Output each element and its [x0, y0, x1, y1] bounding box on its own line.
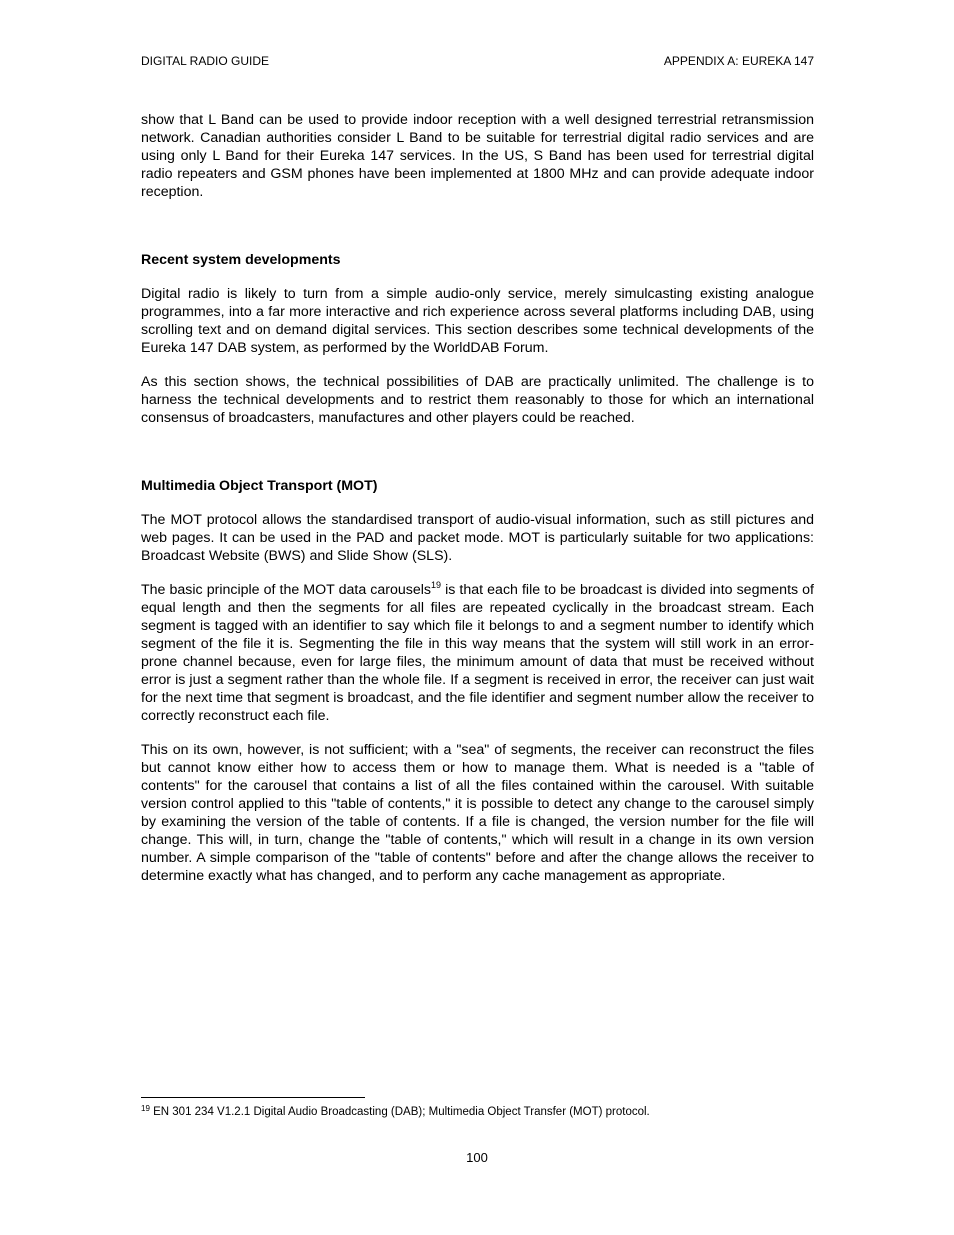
footnote-text: EN 301 234 V1.2.1 Digital Audio Broadcasting (DAB); Multimedia Object Transfer (MOT) protocol.: [149, 1106, 650, 1118]
page-number: 100: [466, 1150, 488, 1165]
header-left-title: DIGITAL RADIO GUIDE: [141, 54, 270, 68]
header-right-title: APPENDIX A: EUREKA 147: [663, 54, 814, 68]
mot-paragraph-2: [141, 581, 814, 725]
mot-paragraph-2-end: is that each file to be broadcast is divided into segments of equal length and then the segments for all files are repeated cyclically in the broadcast stream. Each segment is tagged with an identifier to say which file it belongs to and a segment number to identify which segment of the file it is. Segmenting the file in this way means that the system will still work in an error-prone channel because, even for large files, the minimum amount of data that must be received without error is just a segment rather than the whole file. If a segment is received in error, the receiver can just wait for the next time that segment is broadcast, and the file identifier and segment number allow the receiver to correctly reconstruct each file.: [141, 582, 814, 724]
mot-paragraph-1: The MOT protocol allows the standardised transport of audio-visual information, such as still pictures and web pages. It can be used in the PAD and packet mode. MOT is particularly suitable for two applications: Broadcast Website (BWS) and Slide Show (SLS).: [141, 512, 814, 564]
mot-paragraph-3: This on its own, however, is not sufficient; with a "sea" of segments, the receiver can reconstruct the files but cannot know either how to access them or how to manage them. What is needed is a "table of contents" for the carousel that contains a list of all the files contained within the carousel. With suitable version control applied to this "table of contents," it is possible to detect any change to the carousel simply by examining the version of the table of contents. If a file is changed, the version number for the file will change. This will, in turn, change the "table of contents," which will result in a change in its own version number. A simple comparison of the "table of contents" before and after the change allows the receiver to determine exactly what has changed, and to perform any cache management as appropriate.: [141, 742, 814, 884]
mot-paragraph-2-start: The basic principle of the MOT data carousels: [141, 582, 432, 598]
intro-paragraph: show that L Band can be used to provide indoor reception with a well designed terrestrial retransmission network. Canadian authorities consider L Band to be suitable for terrestrial digital radio services and are using only L Band for their Eureka 147 services. In the US, S Band has been used for terrestrial digital radio repeaters and GSM phones have been implemented at 1800 MHz and can provide adequate indoor reception.: [141, 112, 814, 200]
section-heading-recent-developments: Recent system developments: [141, 252, 341, 268]
recent-developments-paragraph-2: As this section shows, the technical possibilities of DAB are practically unlimited. The challenge is to harness the technical developments and to restrict them reasonably to those for which an international consensus of broadcasters, manufactures and other players could be reached.: [141, 374, 814, 426]
footnote-reference[interactable]: 19: [431, 580, 442, 590]
footnote: [141, 1106, 814, 1118]
body-content: [141, 111, 814, 885]
footnote-separator: [141, 1097, 365, 1098]
section-heading-mot: Multimedia Object Transport (MOT): [141, 478, 378, 494]
recent-developments-paragraph-1: Digital radio is likely to turn from a simple audio-only service, merely simulcasting existing analogue programmes, into a far more interactive and rich experience across several platforms including DAB, using scrolling text and on demand digital services. This section describes some technical developments of the Eureka 147 DAB system, as performed by the WorldDAB Forum.: [141, 286, 814, 356]
footnote-number: 19: [141, 1104, 150, 1113]
